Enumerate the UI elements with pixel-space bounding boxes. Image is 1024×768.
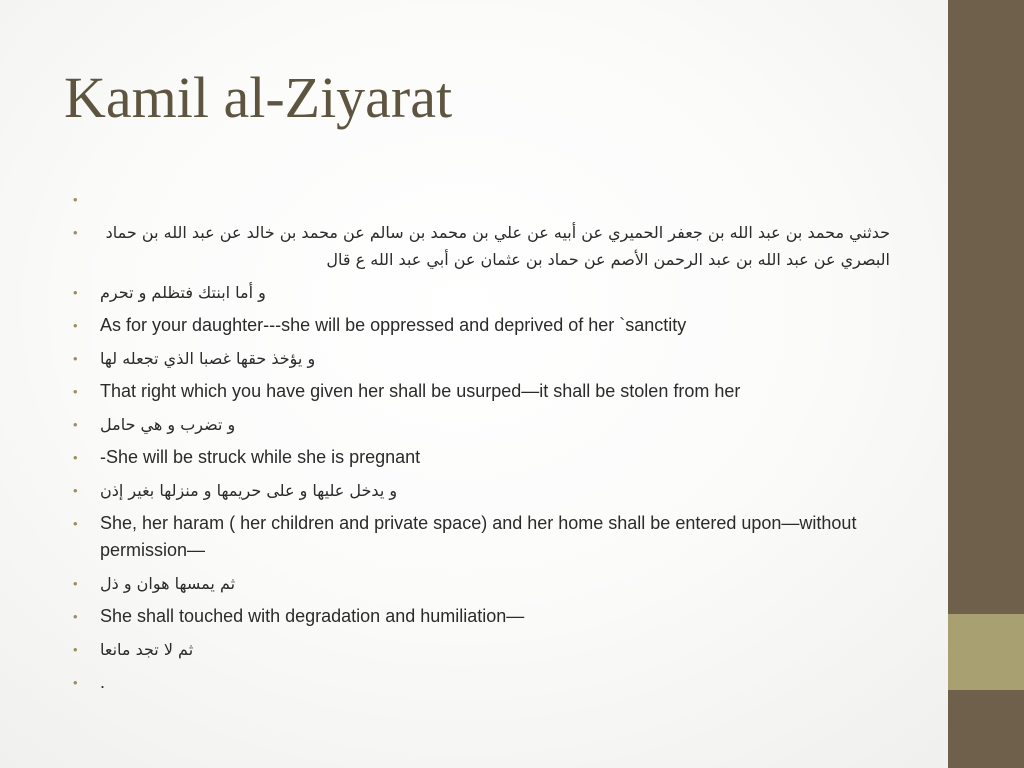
bullet-text: . <box>100 672 106 692</box>
bullet-dot-icon: • <box>73 516 78 531</box>
bullet-dot-icon: • <box>73 285 78 300</box>
bullet-item <box>70 444 890 471</box>
bullet-item <box>70 279 890 306</box>
bullet-item <box>70 603 890 630</box>
bullet-item <box>70 186 890 213</box>
bullet-dot-icon: • <box>73 192 78 207</box>
bullet-dot-icon: • <box>73 225 78 240</box>
bullet-dot-icon: • <box>73 351 78 366</box>
bullet-dot-icon: • <box>73 675 78 690</box>
bullet-text: As for your daughter---she will be oppressed and deprived of her `sanctity <box>100 315 687 335</box>
bullet-text: و يدخل عليها و على حريمها و منزلها بغير إذن <box>100 481 398 500</box>
bullet-text: She, her haram ( her children and private space) and her home shall be entered upon—without permission— <box>100 513 857 560</box>
bullet-text: She shall touched with degradation and humiliation— <box>100 606 525 626</box>
slide-title: Kamil al-Ziyarat <box>64 65 453 130</box>
bullet-dot-icon: • <box>73 450 78 465</box>
bullet-dot-icon: • <box>73 384 78 399</box>
bullet-item <box>70 411 890 438</box>
bullet-dot-icon: • <box>73 642 78 657</box>
bullet-dot-icon: • <box>73 609 78 624</box>
bullet-text: و تضرب و هي حامل <box>100 415 236 434</box>
bullet-item <box>70 570 890 597</box>
bullet-text: That right which you have given her shall be usurped—it shall be stolen from her <box>100 381 741 401</box>
bullet-item <box>70 312 890 339</box>
bullet-text: و أما ابنتك فتظلم و تحرم <box>100 283 266 302</box>
bullet-text: -She will be struck while she is pregnant <box>100 447 421 467</box>
bullet-text: ثم يمسها هوان و ذل <box>100 574 236 593</box>
bullet-item <box>70 477 890 504</box>
bullet-text <box>100 186 890 213</box>
bullet-item <box>70 636 890 663</box>
bullet-dot-icon: • <box>73 417 78 432</box>
bullet-dot-icon: • <box>73 318 78 333</box>
bullet-item <box>70 219 890 273</box>
bullet-item <box>70 378 890 405</box>
bullet-text: ثم لا تجد مانعا <box>100 640 194 659</box>
bullet-list <box>70 186 890 702</box>
bullet-text: حدثني محمد بن عبد الله بن جعفر الحميري عن أبيه عن علي بن محمد بن سالم عن محمد بن خالد عن عبد الله بن حماد البصري عن عبد الله بن عبد الرحمن الأصم عن حماد بن عثمان عن أبي عبد الله ع قال <box>105 223 890 269</box>
bullet-item <box>70 510 890 564</box>
bullet-dot-icon: • <box>73 483 78 498</box>
right-accent-block <box>948 614 1024 690</box>
bullet-text: و يؤخذ حقها غصبا الذي تجعله لها <box>100 349 316 368</box>
bullet-item <box>70 345 890 372</box>
bullet-dot-icon: • <box>73 576 78 591</box>
bullet-item <box>70 669 890 696</box>
